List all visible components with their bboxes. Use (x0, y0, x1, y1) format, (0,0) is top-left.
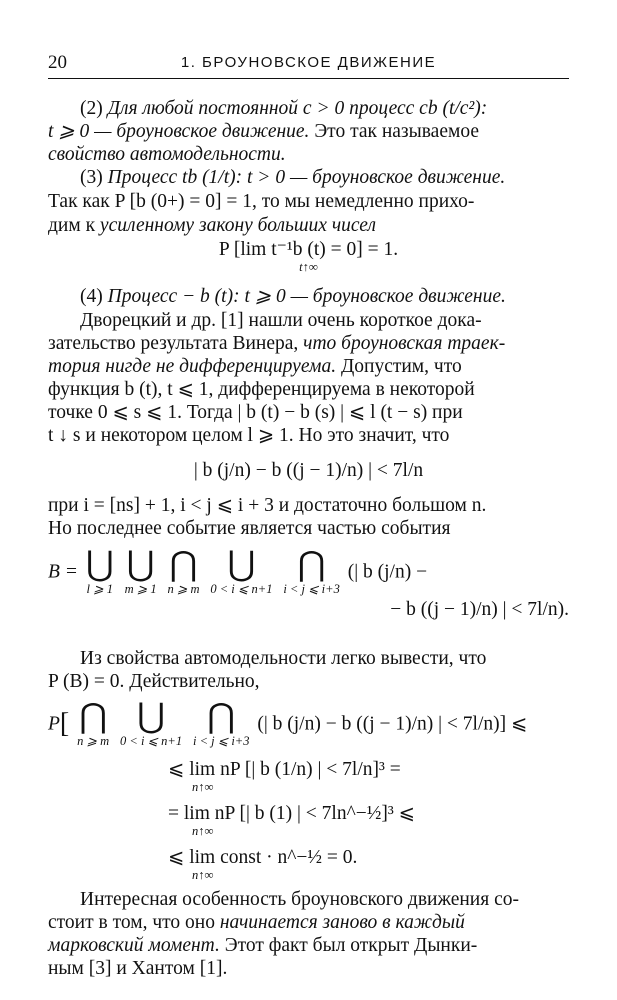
big-operator: ⋂ n ⩾ m (167, 546, 200, 596)
paragraph-markov: Интересная особенность броуновского движения со- (80, 889, 519, 910)
equation-limit-subscript: t↑∞ (299, 260, 318, 275)
big-operator: ⋂ i < j ⩽ i+3 (192, 698, 250, 748)
paragraph-dvoretsky-line5: точке 0 ⩽ s ⩽ 1. Тогда | b (t) − b (s) | ⩽ l (t − s) при (48, 402, 463, 423)
paragraph-property-3-line3: дим к усиленному закону больших чисел (48, 215, 376, 236)
running-head: 1. БРОУНОВСКОЕ ДВИЖЕНИЕ (180, 54, 437, 71)
paragraph-event-line2: Но последнее событие является частью события (48, 518, 451, 539)
paragraph-markov-line4: ным [3] и Хантом [1]. (48, 958, 228, 979)
paragraph-property-4: (4) Процесс − b (t): t ⩾ 0 — броуновское движение. (80, 286, 506, 307)
paragraph-property-2: (2) Для любой постоянной c > 0 процесс cb (t/c²): (80, 98, 488, 119)
equation-event-B: B = ⋃ l ⩾ 1 ⋃ m ⩾ 1 ⋂ n ⩾ m ⋃ 0 < i ⩽ n+1 ⋂ i < j ⩽ i+3 (| b (j/n) − (48, 546, 428, 596)
paragraph-dvoretsky-line2: зательство результата Винера, что броуновская траек- (48, 333, 506, 354)
big-operator: ⋃ 0 < i ⩽ n+1 (210, 546, 273, 596)
big-operator: ⋂ i < j ⩽ i+3 (283, 546, 340, 596)
paragraph-property-3-line2: Так как P [b (0+) = 0] = 1, то мы немедленно прихо- (48, 191, 475, 212)
page-header (48, 52, 569, 79)
paragraph-markov-line3: марковский момент. Этот факт был открыт Дынки- (48, 935, 478, 956)
paragraph-dvoretsky-line4: функция b (t), t ⩽ 1, дифференцируема в некоторой (48, 379, 475, 400)
paragraph-self-similarity-line2: P (B) = 0. Действительно, (48, 671, 260, 692)
paragraph-property-2-line3: свойство автомодельности. (48, 144, 286, 165)
equation-probability-bound: P[ ⋂ n ⩾ m ⋃ 0 < i ⩽ n+1 ⋂ i < j ⩽ i+3 (| b (j/n) − b ((j − 1)/n) | < 7l/n)] ⩽ (48, 698, 528, 748)
paragraph-dvoretsky-line3: тория нигде не дифференцируема. Допустим, что (48, 356, 462, 377)
equation-limit-line3: = lim nP [| b (1) | < 7ln^−½]³ ⩽ n↑∞ (168, 803, 415, 839)
paragraph-dvoretsky: Дворецкий и др. [1] нашли очень короткое дока- (80, 310, 482, 331)
paragraph-property-3: (3) Процесс tb (1/t): t > 0 — броуновское движение. (80, 167, 506, 188)
paragraph-event-line1: при i = [ns] + 1, i < j ⩽ i + 3 и достаточно большом n. (48, 495, 487, 516)
big-operator: ⋂ n ⩾ m (77, 698, 110, 748)
paragraph-self-similarity: Из свойства автомодельности легко вывести, что (80, 648, 487, 669)
big-operator: ⋃ 0 < i ⩽ n+1 (120, 698, 183, 748)
equation-limit-line4: ⩽ lim const · n^−½ = 0. n↑∞ (168, 847, 358, 883)
big-operator: ⋃ m ⩾ 1 (124, 546, 157, 596)
big-operator: ⋃ l ⩾ 1 (85, 546, 114, 596)
page-number: 20 (48, 52, 67, 73)
equation-limit-line2: ⩽ lim nP [| b (1/n) | < 7l/n]³ = n↑∞ (168, 759, 401, 795)
equation-event-B-line2: − b ((j − 1)/n) | < 7l/n). (390, 599, 569, 620)
equation-strong-law: P [lim t⁻¹b (t) = 0] = 1. t↑∞ (218, 239, 399, 275)
equation-increment-bound: | b (j/n) − b ((j − 1)/n) | < 7l/n (193, 460, 424, 481)
paragraph-dvoretsky-line6: t ↓ s и некотором целом l ⩾ 1. Но это значит, что (48, 425, 450, 446)
equation-B-lhs: B = (48, 561, 78, 583)
paragraph-property-2-line2: t ⩾ 0 — броуновское движение. Это так называемое (48, 121, 479, 142)
paragraph-markov-line2: стоит в том, что оно начинается заново в каждый (48, 912, 465, 933)
